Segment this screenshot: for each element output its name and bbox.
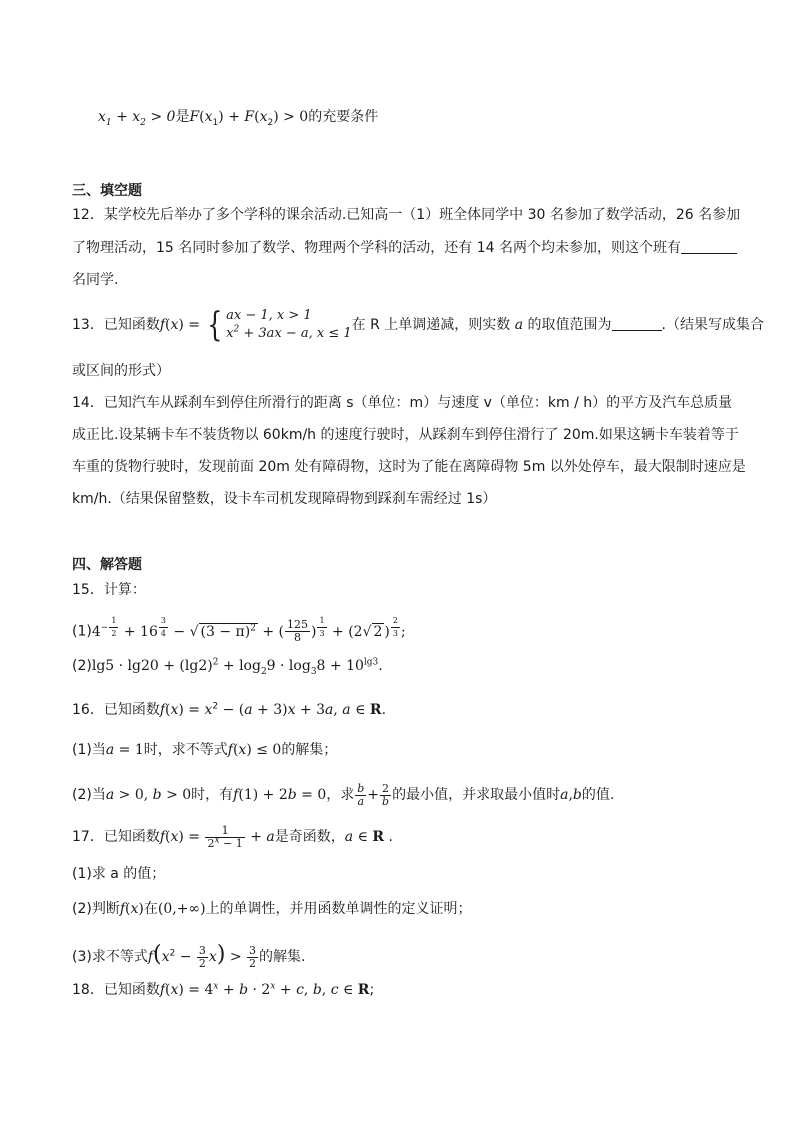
q16-part2: (2)当a > 0, b > 0时，有f(1) + 2b = 0，求 $\frac{b}{a}$ + $\frac{2}{b}$ 的最小值，并求取最小值时a,b的值. — [72, 781, 615, 808]
q13-suffix: .（结果写成集合 — [661, 317, 764, 333]
q17-part3: (3)求不等式$f(x^2$ − $\frac{3}{2}$ x) > $\frac{3}{2}$ 的解集. — [72, 942, 306, 970]
q15-title: 15．计算： — [72, 582, 146, 598]
q13-answer-blank[interactable] — [612, 316, 662, 331]
top-condition-line: $x_1 + x_2 > 0$是$F(x_1) + F(x_2) > 0$的充要条件 — [98, 109, 379, 128]
q13-middle: 在 R 上单调递减，则实数 — [351, 317, 511, 333]
piecewise-brace: { — [207, 305, 223, 345]
q13-line2: 或区间的形式） — [72, 363, 170, 379]
q12-line1: 12．某学校先后举办了多个学科的课余活动.已知高一（1）班全体同学中 30 名参加了数学活动，26 名参加 — [72, 207, 741, 223]
q16-part1: (1)当a = 1时，求不等式f(x) ≤ 0的解集； — [72, 742, 338, 758]
q12-answer-blank[interactable] — [681, 239, 737, 254]
math-x1-plus-x2: $x_1 + x_2 > 0$ — [98, 109, 176, 128]
q13-middle2: 的取值范围为 — [527, 317, 612, 333]
q13-piecewise: ax − 1, x > 1 $x^2 + 3ax - a$, x ≤ 1 — [226, 308, 352, 341]
q12-line3: 名同学. — [72, 272, 119, 288]
q18-line1: 18．已知函数$f(x) = 4^x + b \cdot 2^x + c$, b, c ∈ R; — [72, 981, 375, 998]
top-condition-suffix: 的充要条件 — [308, 109, 379, 125]
q17-part1: (1)求 a 的值； — [72, 866, 166, 882]
q16-line1: 16．已知函数$f(x) = x^2 - (a + 3)x + 3a$, a ∈ R. — [72, 701, 387, 718]
section-title-fill-in: 三、填空题 — [72, 183, 142, 199]
q12-line2 — [72, 238, 737, 258]
q14-line4: km/h.（结果保留整数，设卡车司机发现障碍物到踩刹车需经过 1s） — [72, 491, 497, 507]
q15-part1: $(1)4^{- \frac{1}{2}}$ + 16 $^{\frac{3}{4}}$ − √ $(3 - \pi)^2$ + ( $\frac{125}{8}$ ) $^{\frac{1}{3}}$ + (2√ 2 ) $^{\frac{2}{3}}$ ; — [72, 616, 406, 645]
math-f-sum: F — [189, 109, 200, 125]
q14-line1: 14．已知汽车从踩刹车到停住所滑行的距离 s（单位：m）与速度 v（单位：km / h）的平方及汽车总质量 — [72, 395, 733, 411]
q14-line3: 车重的货物行驶时，发现前面 20m 处有障碍物，这时为了能在离障碍物 5m 以外处停车，最大限制时速应是 — [72, 459, 746, 475]
q14-line2: 成正比.设某辆卡车不装货物以 60km/h 的速度行驶时，从踩刹车到停住滑行了 20m.如果这辆卡车装着等于 — [72, 427, 739, 443]
q15-part2: $(2)\lg 5 \cdot \lg 20 + (\lg 2)^2 + \log_29 \cdot \log_38 + 10^{lg3}$. — [72, 657, 383, 677]
q13-line1: 13．已知函数f(x) = { ax − 1, x > 1 $x^2 + 3ax - a$, x ≤ 1 在 R 上单调递减，则实数 a 的取值范围为 .（结果写成集合 — [72, 305, 764, 345]
q13-prefix: 13．已知函数 — [72, 317, 160, 333]
q12-line2-text: 了物理活动，15 名同时参加了数学、物理两个学科的活动，还有 14 名两个均未参加，则这个班有 — [72, 240, 681, 256]
section-title-solve: 四、解答题 — [72, 557, 142, 573]
q17-line1: 17．已知函数f(x) = $\frac{1}{2^x - 1}$ + a是奇函数，a ∈ R . — [72, 823, 393, 850]
q17-part2: (2)判断f(x)在(0,+∞)上的单调性，并用函数单调性的定义证明； — [72, 901, 472, 917]
